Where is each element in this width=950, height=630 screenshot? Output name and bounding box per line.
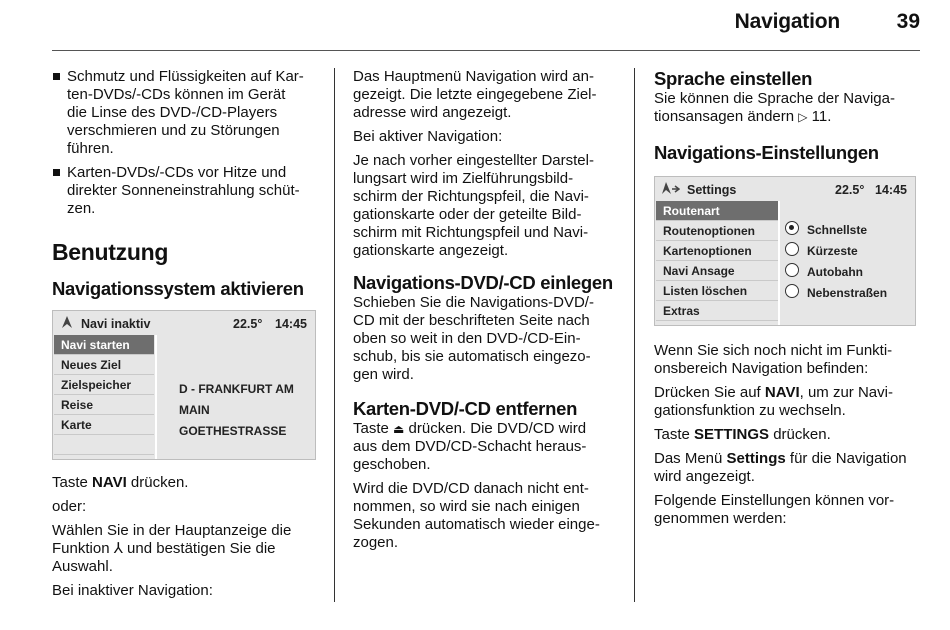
menu-item-listen-loeschen[interactable]: Listen löschen [656,281,778,301]
heading-benutzung: Benutzung [52,239,169,265]
text: Taste [52,474,93,491]
paragraph-inactive-nav: Bei inaktiver Navigation: [52,582,213,599]
settings-navigation-icon [662,181,680,195]
paragraph-or: oder: [52,498,87,515]
destination-address [179,379,315,442]
header-rule [52,50,920,51]
screen-time: 14:45 [275,317,307,331]
text: oben so weit in den DVD-/CD-Ein- [353,330,581,347]
paragraph-active-nav: Bei aktiver Navigation: [353,128,503,145]
screen-title: Settings [687,183,737,197]
bullet-item [52,164,322,218]
column-divider-2 [634,68,635,602]
settings-menu [656,201,778,321]
paragraph-settings-menu [654,450,920,486]
option-label: Nebenstraßen [807,286,888,300]
menu-item-extras[interactable]: Extras [656,301,778,321]
heading-remove-dvd: Karten-DVD/-CD entfernen [353,398,578,419]
text: Wenn Sie sich noch nicht im Funkti- [654,342,893,359]
menu-item-navi-ansage[interactable]: Navi Ansage [656,261,778,281]
paragraph-main-menu [353,68,625,122]
heading-nav-settings: Navigations-Einstellungen [654,142,879,163]
text: zogen. [353,534,399,551]
text: lungsart wird im Zielführungsbild- [353,170,574,187]
column-1 [52,68,322,606]
section-title: Navigation [734,10,840,33]
navigation-arrow-icon [60,315,74,329]
settings-screen [654,176,916,326]
page-header [0,0,950,50]
text: gationskarte angezeigt. [353,242,509,259]
route-type-options [785,219,913,309]
key-navi: NAVI [764,384,800,401]
text: gationsfunktion zu wechseln. [654,402,846,419]
text: Auswahl. [52,558,113,575]
text: wird angezeigt. [654,468,755,485]
paragraph-display-mode [353,152,625,260]
menu-settings-name: Settings [726,450,786,467]
menu-item-kartenoptionen[interactable]: Kartenoptionen [656,241,778,261]
paragraph-language [654,90,920,126]
radio-selected[interactable] [785,221,799,235]
text: Das Menü [654,450,727,467]
screen-temperature: 22.5° [835,183,865,197]
option-label: Kürzeste [807,244,858,258]
menu-item-zielspeicher[interactable]: Zielspeicher [54,375,154,395]
text: Folgende Einstellungen können vor- [654,492,895,509]
screen-divider [778,201,780,325]
address-city: D - FRANKFURT AM MAIN [179,382,294,417]
bullet-line: verschmieren und zu Störungen [67,122,280,139]
screen-topbar [53,311,315,333]
screen-divider [155,335,157,459]
text: Sekunden automatisch wieder einge- [353,516,600,533]
text: onsbereich Navigation befinden: [654,360,869,377]
menu-item-neues-ziel[interactable]: Neues Ziel [54,355,154,375]
text: schirm der Richtungspfeil, die Navi- [353,188,589,205]
text: Sie können die Sprache der Naviga- [654,90,895,107]
menu-item-karte[interactable]: Karte [54,415,154,435]
navi-inactive-screen [52,310,316,460]
text: Taste [353,420,394,437]
text: schirm mit Richtungspfeil und Navi- [353,224,589,241]
paragraph-press-settings [654,426,920,444]
column-3 [654,68,920,534]
heading-language: Sprache einstellen [654,68,813,89]
bullet-line: direkter Sonneneinstrahlung schüt- [67,182,300,199]
text: drücken. [126,474,189,491]
paragraph-following-settings [654,492,920,528]
bullet-list [52,68,322,218]
text: gezeigt. Die letzte eingegebene Ziel- [353,86,597,103]
text: genommen werden: [654,510,787,527]
text: geschoben. [353,456,431,473]
radio-unselected[interactable] [785,263,799,277]
text: Schieben Sie die Navigations-DVD/- [353,294,594,311]
menu-item-routenoptionen[interactable]: Routenoptionen [656,221,778,241]
option-label: Schnellste [807,223,868,237]
key-navi: NAVI [92,474,127,491]
paragraph-select-function [52,522,322,576]
text: tionsansagen ändern [654,108,799,125]
menu-item-empty [54,435,154,455]
column-2 [353,68,625,558]
key-settings: SETTINGS [694,426,770,443]
text: Drücken Sie auf [654,384,765,401]
heading-navigation-activate: Navigationssystem aktivieren [52,278,304,299]
bullet-line: führen. [67,140,114,157]
column-divider-1 [334,68,335,602]
bullet-line: ten-DVDs/-CDs können im Gerät [67,86,286,103]
screen-time: 14:45 [875,183,907,197]
screen-menu [54,335,154,455]
option-label: Autobahn [807,265,863,279]
text: nommen, so wird sie nach einigen [353,498,580,515]
text: und bestätigen Sie die [122,540,276,557]
text: für die Navigation [785,450,907,467]
navigation-function-icon: ⅄ [113,540,123,557]
text: Taste [654,426,695,443]
text: drücken. Die DVD/CD wird [404,420,587,437]
text: drücken. [769,426,831,443]
screen-topbar [655,177,915,199]
bullet-line: zen. [67,200,96,217]
paragraph-insert-dvd [353,294,625,384]
paragraph-remove-dvd [353,420,625,474]
text: , um zur Navi- [799,384,893,401]
menu-item-navi-starten[interactable]: Navi starten [54,335,154,355]
screen-title: Navi inaktiv [81,317,151,331]
text: Das Hauptmenü Navigation wird an- [353,68,594,85]
address-street: GOETHESTRASSE [179,424,287,438]
paragraph-not-in-nav [654,342,920,378]
radio-unselected[interactable] [785,284,799,298]
heading-insert-dvd: Navigations-DVD/-CD einlegen [353,272,613,293]
paragraph-press-navi [654,384,920,420]
page-number: 39 [896,10,920,33]
text: gen wird. [353,366,414,383]
text: schub, bis sie automatisch eingezo- [353,348,591,365]
menu-item-reise[interactable]: Reise [54,395,154,415]
text: Wird die DVD/CD danach nicht ent- [353,480,589,497]
screen-temperature: 22.5° [233,317,263,331]
radio-unselected[interactable] [785,242,799,256]
paragraph-navi-key [52,474,322,492]
text: CD mit der beschrifteten Seite nach [353,312,590,329]
bullet-line: Schmutz und Flüssigkeiten auf Kar- [67,68,304,85]
text: aus dem DVD/CD-Schacht heraus- [353,438,587,455]
paragraph-auto-retract [353,480,625,552]
text: Je nach vorher eingestellter Darstel- [353,152,594,169]
text: Funktion [52,540,114,557]
bullet-line: die Linse des DVD-/CD-Players [67,104,278,121]
menu-item-routenart[interactable]: Routenart [656,201,778,221]
eject-icon: ⏏ [393,422,405,436]
bullet-item [52,68,322,158]
page-reference: 11. [807,108,832,125]
page-reference-icon: ▷ [798,110,808,124]
text: gationskarte oder der geteilte Bild- [353,206,582,223]
text: adresse wird angezeigt. [353,104,512,121]
text: Wählen Sie in der Hauptanzeige die [52,522,292,539]
bullet-line: Karten-DVDs/-CDs vor Hitze und [67,164,287,181]
